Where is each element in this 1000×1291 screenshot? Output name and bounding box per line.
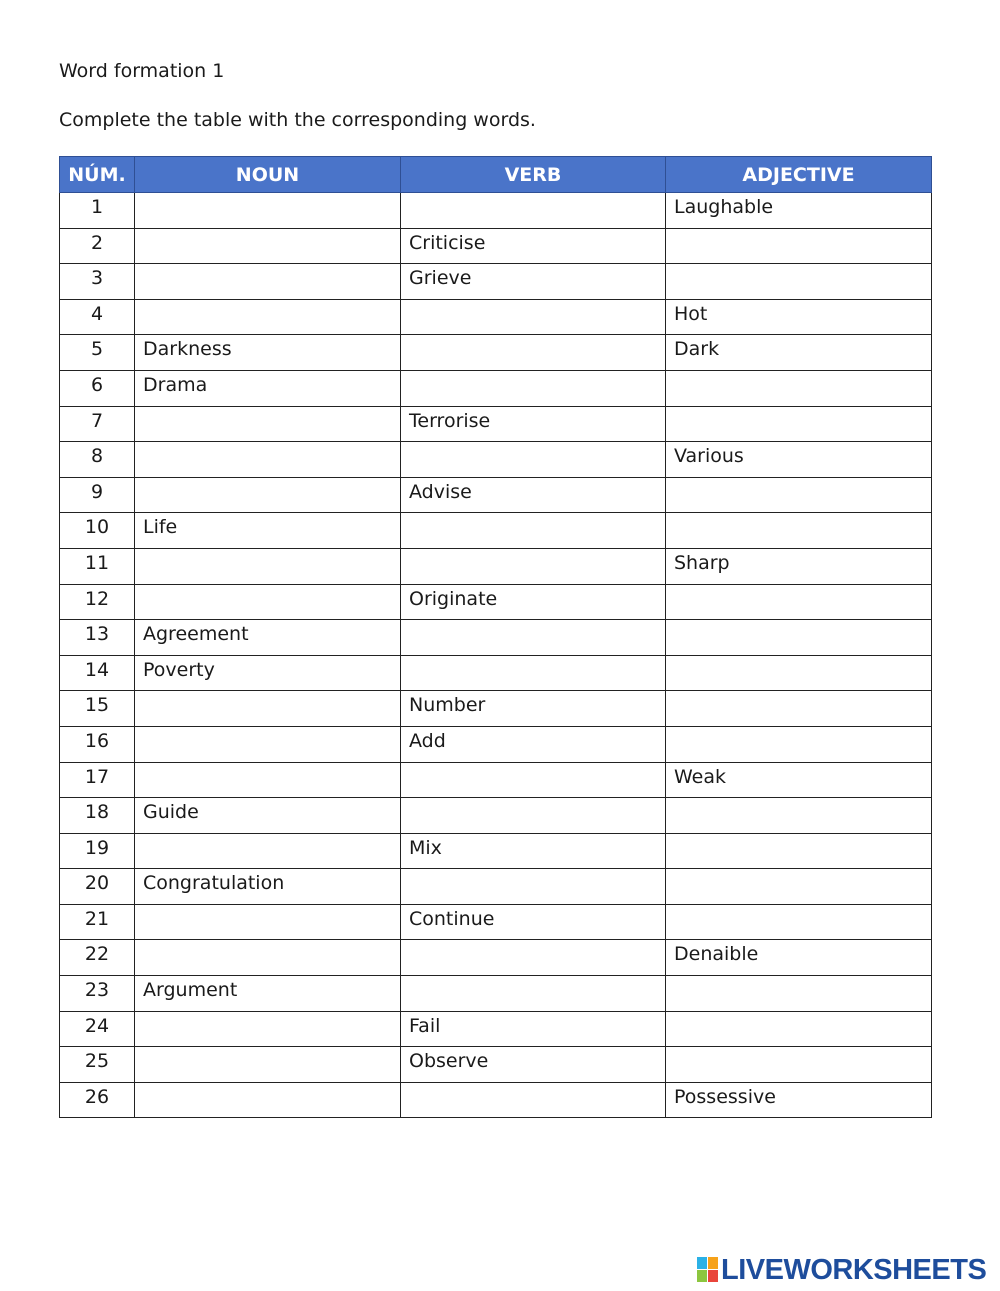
table-row [60, 940, 932, 976]
cell-adjective[interactable] [666, 904, 932, 940]
cell-num: 17 [60, 762, 135, 798]
table-row [60, 620, 932, 656]
header-adjective: ADJECTIVE [666, 157, 932, 193]
cell-num: 18 [60, 798, 135, 834]
cell-adjective[interactable]: Weak [666, 762, 932, 798]
cell-adjective[interactable]: Denaible [666, 940, 932, 976]
cell-num: 25 [60, 1047, 135, 1083]
cell-num: 6 [60, 370, 135, 406]
cell-adjective[interactable] [666, 655, 932, 691]
cell-adjective[interactable] [666, 869, 932, 905]
cell-verb[interactable] [401, 976, 666, 1012]
cell-verb[interactable]: Number [401, 691, 666, 727]
table-row [60, 726, 932, 762]
cell-adjective[interactable] [666, 477, 932, 513]
cell-noun[interactable] [135, 442, 401, 478]
table-row [60, 477, 932, 513]
cell-adjective[interactable]: Dark [666, 335, 932, 371]
logo-text: LIVEWORKSHEETS [721, 1254, 987, 1286]
table-row [60, 584, 932, 620]
cell-verb[interactable]: Fail [401, 1011, 666, 1047]
cell-noun[interactable] [135, 299, 401, 335]
cell-verb[interactable] [401, 869, 666, 905]
cell-num: 16 [60, 726, 135, 762]
cell-num: 21 [60, 904, 135, 940]
table-row [60, 370, 932, 406]
cell-verb[interactable] [401, 762, 666, 798]
liveworksheets-blocks-icon [697, 1257, 719, 1283]
cell-adjective[interactable] [666, 798, 932, 834]
cell-verb[interactable] [401, 513, 666, 549]
cell-num: 19 [60, 833, 135, 869]
cell-adjective[interactable] [666, 1047, 932, 1083]
cell-noun[interactable]: Poverty [135, 655, 401, 691]
cell-num: 9 [60, 477, 135, 513]
cell-verb[interactable]: Grieve [401, 264, 666, 300]
cell-num: 20 [60, 869, 135, 905]
table-row [60, 548, 932, 584]
cell-noun[interactable]: Life [135, 513, 401, 549]
cell-noun[interactable] [135, 264, 401, 300]
instructions-text: Complete the table with the corresponding words. [59, 109, 536, 131]
table-row [60, 869, 932, 905]
cell-noun[interactable] [135, 940, 401, 976]
cell-verb[interactable] [401, 940, 666, 976]
cell-num: 5 [60, 335, 135, 371]
cell-num: 3 [60, 264, 135, 300]
table-row [60, 655, 932, 691]
cell-adjective[interactable] [666, 513, 932, 549]
cell-noun[interactable] [135, 1082, 401, 1118]
cell-adjective[interactable] [666, 406, 932, 442]
cell-noun[interactable]: Congratulation [135, 869, 401, 905]
cell-noun[interactable]: Drama [135, 370, 401, 406]
header-noun: NOUN [135, 157, 401, 193]
cell-verb[interactable]: Add [401, 726, 666, 762]
table-body [60, 193, 932, 1118]
cell-num: 12 [60, 584, 135, 620]
cell-noun[interactable]: Argument [135, 976, 401, 1012]
cell-verb[interactable] [401, 1082, 666, 1118]
cell-num: 15 [60, 691, 135, 727]
cell-verb[interactable] [401, 193, 666, 229]
table-row [60, 299, 932, 335]
cell-noun[interactable] [135, 548, 401, 584]
table-row [60, 762, 932, 798]
cell-num: 26 [60, 1082, 135, 1118]
cell-adjective[interactable]: Various [666, 442, 932, 478]
table-row [60, 833, 932, 869]
cell-adjective[interactable]: Sharp [666, 548, 932, 584]
cell-num: 10 [60, 513, 135, 549]
table-row [60, 1082, 932, 1118]
cell-noun[interactable] [135, 762, 401, 798]
cell-num: 23 [60, 976, 135, 1012]
cell-noun[interactable] [135, 726, 401, 762]
table-row [60, 1011, 932, 1047]
cell-verb[interactable]: Terrorise [401, 406, 666, 442]
table-row [60, 976, 932, 1012]
table-row [60, 798, 932, 834]
cell-adjective[interactable] [666, 620, 932, 656]
table-row [60, 335, 932, 371]
cell-noun[interactable] [135, 406, 401, 442]
cell-adjective[interactable] [666, 976, 932, 1012]
cell-verb[interactable] [401, 299, 666, 335]
cell-adjective[interactable] [666, 1011, 932, 1047]
cell-adjective[interactable] [666, 370, 932, 406]
cell-noun[interactable] [135, 584, 401, 620]
table-row [60, 691, 932, 727]
liveworksheets-logo [697, 1255, 986, 1285]
cell-verb[interactable]: Continue [401, 904, 666, 940]
cell-adjective[interactable] [666, 264, 932, 300]
cell-adjective[interactable] [666, 228, 932, 264]
cell-noun[interactable] [135, 1011, 401, 1047]
table-row [60, 904, 932, 940]
cell-noun[interactable] [135, 904, 401, 940]
table-header-row [60, 157, 932, 193]
cell-num: 8 [60, 442, 135, 478]
cell-num: 11 [60, 548, 135, 584]
header-num: NÚM. [60, 157, 135, 193]
document-title: Word formation 1 [59, 60, 225, 82]
cell-num: 22 [60, 940, 135, 976]
cell-noun[interactable] [135, 691, 401, 727]
cell-noun[interactable] [135, 1047, 401, 1083]
cell-verb[interactable] [401, 370, 666, 406]
cell-num: 4 [60, 299, 135, 335]
cell-verb[interactable]: Mix [401, 833, 666, 869]
header-verb: VERB [401, 157, 666, 193]
cell-adjective[interactable] [666, 726, 932, 762]
cell-adjective[interactable] [666, 691, 932, 727]
cell-verb[interactable]: Originate [401, 584, 666, 620]
cell-verb[interactable] [401, 335, 666, 371]
cell-verb[interactable] [401, 655, 666, 691]
table-row [60, 513, 932, 549]
cell-adjective[interactable]: Hot [666, 299, 932, 335]
cell-noun[interactable] [135, 477, 401, 513]
table-row [60, 442, 932, 478]
cell-noun[interactable]: Darkness [135, 335, 401, 371]
cell-noun[interactable]: Guide [135, 798, 401, 834]
cell-adjective[interactable] [666, 833, 932, 869]
cell-noun[interactable] [135, 193, 401, 229]
cell-num: 1 [60, 193, 135, 229]
cell-adjective[interactable]: Possessive [666, 1082, 932, 1118]
cell-verb[interactable]: Advise [401, 477, 666, 513]
cell-num: 14 [60, 655, 135, 691]
cell-verb[interactable] [401, 798, 666, 834]
cell-noun[interactable] [135, 228, 401, 264]
cell-noun[interactable]: Agreement [135, 620, 401, 656]
cell-num: 13 [60, 620, 135, 656]
cell-adjective[interactable]: Laughable [666, 193, 932, 229]
cell-verb[interactable]: Observe [401, 1047, 666, 1083]
cell-verb[interactable]: Criticise [401, 228, 666, 264]
table-row [60, 228, 932, 264]
cell-num: 24 [60, 1011, 135, 1047]
cell-verb[interactable] [401, 548, 666, 584]
table-row [60, 406, 932, 442]
table-row [60, 193, 932, 229]
cell-num: 2 [60, 228, 135, 264]
cell-verb[interactable] [401, 442, 666, 478]
cell-num: 7 [60, 406, 135, 442]
table-row [60, 264, 932, 300]
table-row [60, 1047, 932, 1083]
cell-noun[interactable] [135, 833, 401, 869]
cell-adjective[interactable] [666, 584, 932, 620]
word-formation-table [59, 156, 932, 1118]
cell-verb[interactable] [401, 620, 666, 656]
